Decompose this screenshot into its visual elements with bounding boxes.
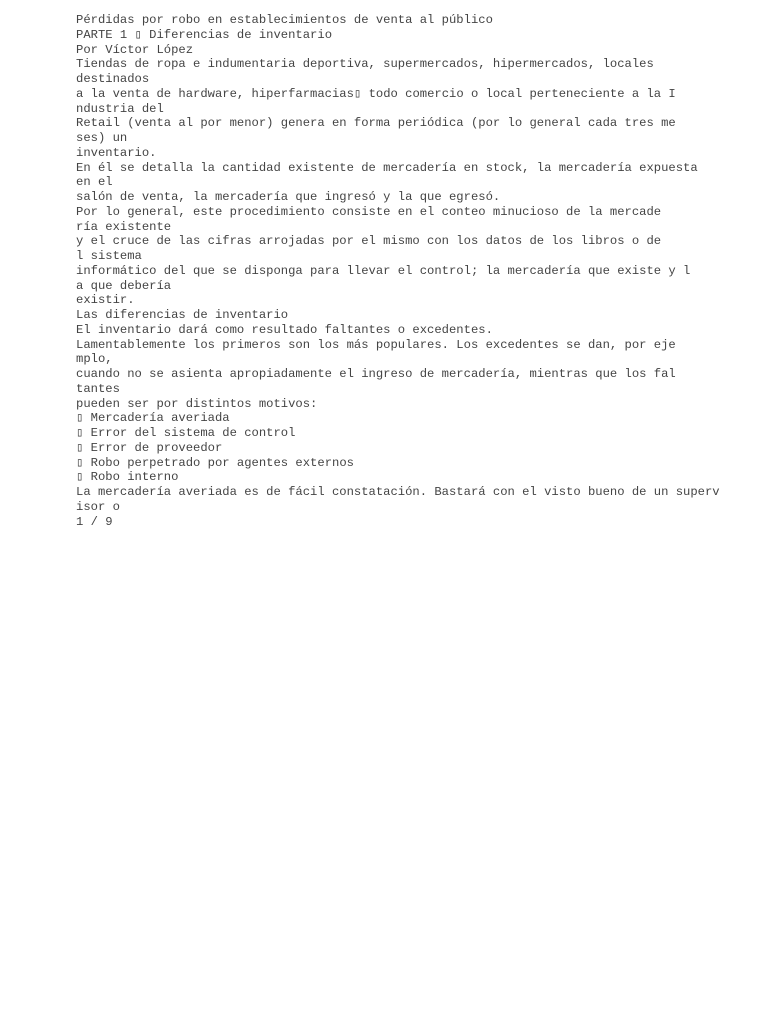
text-line: a que debería [76, 278, 172, 293]
list-item: ▯ Error del sistema de control [76, 426, 296, 440]
part-heading: PARTE 1 ▯ Diferencias de inventario [76, 27, 333, 42]
list-item: ▯ Robo interno [76, 470, 179, 485]
text-line: El inventario dará como resultado faltantes o excedentes. [76, 322, 493, 337]
text-line: tantes [76, 381, 120, 396]
list-item: ▯ Error de proveedor [76, 440, 223, 455]
text-line: ría existente [76, 219, 172, 234]
text-line: cuando no se asienta apropiadamente el ingreso de mercadería, mientras que los fal [76, 367, 676, 381]
text-line: l sistema [76, 249, 142, 263]
text-line: existir. [76, 293, 135, 308]
text-line: en el [76, 175, 113, 190]
text-line: mplo, [76, 352, 113, 367]
text-line: a la venta de hardware, hiperfarmacias▯ todo comercio o local perteneciente a la I [76, 86, 676, 101]
text-line: destinados [76, 72, 150, 86]
text-line: y el cruce de las cifras arrojadas por el mismo con los datos de los libros o de [76, 234, 662, 249]
document-title: Pérdidas por robo en establecimientos de venta al público [76, 13, 493, 27]
text-line: En él se detalla la cantidad existente de mercadería en stock, la mercadería expuesta [76, 160, 698, 175]
text-line: La mercadería averiada es de fácil constatación. Bastará con el visto bueno de un superv [76, 485, 720, 499]
text-line: ses) un [76, 131, 128, 145]
author-line: Por Víctor López [76, 42, 194, 57]
list-item: ▯ Robo perpetrado por agentes externos [76, 455, 354, 470]
text-line: salón de venta, la mercadería que ingresó y la que egresó. [76, 190, 501, 204]
document-page [76, 13, 756, 529]
text-line: informático del que se disponga para llevar el control; la mercadería que existe y l [76, 263, 691, 278]
text-line: ndustria del [76, 101, 164, 116]
page-number: 1 / 9 [76, 514, 113, 529]
text-line: Lamentablemente los primeros son los más populares. Los excedentes se dan, por eje [76, 337, 676, 352]
text-line: Tiendas de ropa e indumentaria deportiva, supermercados, hipermercados, locales [76, 57, 654, 72]
text-line: Retail (venta al por menor) genera en forma periódica (por lo general cada tres me [76, 116, 676, 131]
section-heading: Las diferencias de inventario [76, 308, 289, 322]
text-line: inventario. [76, 145, 157, 160]
text-line: Por lo general, este procedimiento consiste en el conteo minucioso de la mercade [76, 204, 662, 219]
list-item: ▯ Mercadería averiada [76, 411, 230, 426]
text-line: isor o [76, 499, 120, 514]
text-line: pueden ser por distintos motivos: [76, 396, 318, 411]
